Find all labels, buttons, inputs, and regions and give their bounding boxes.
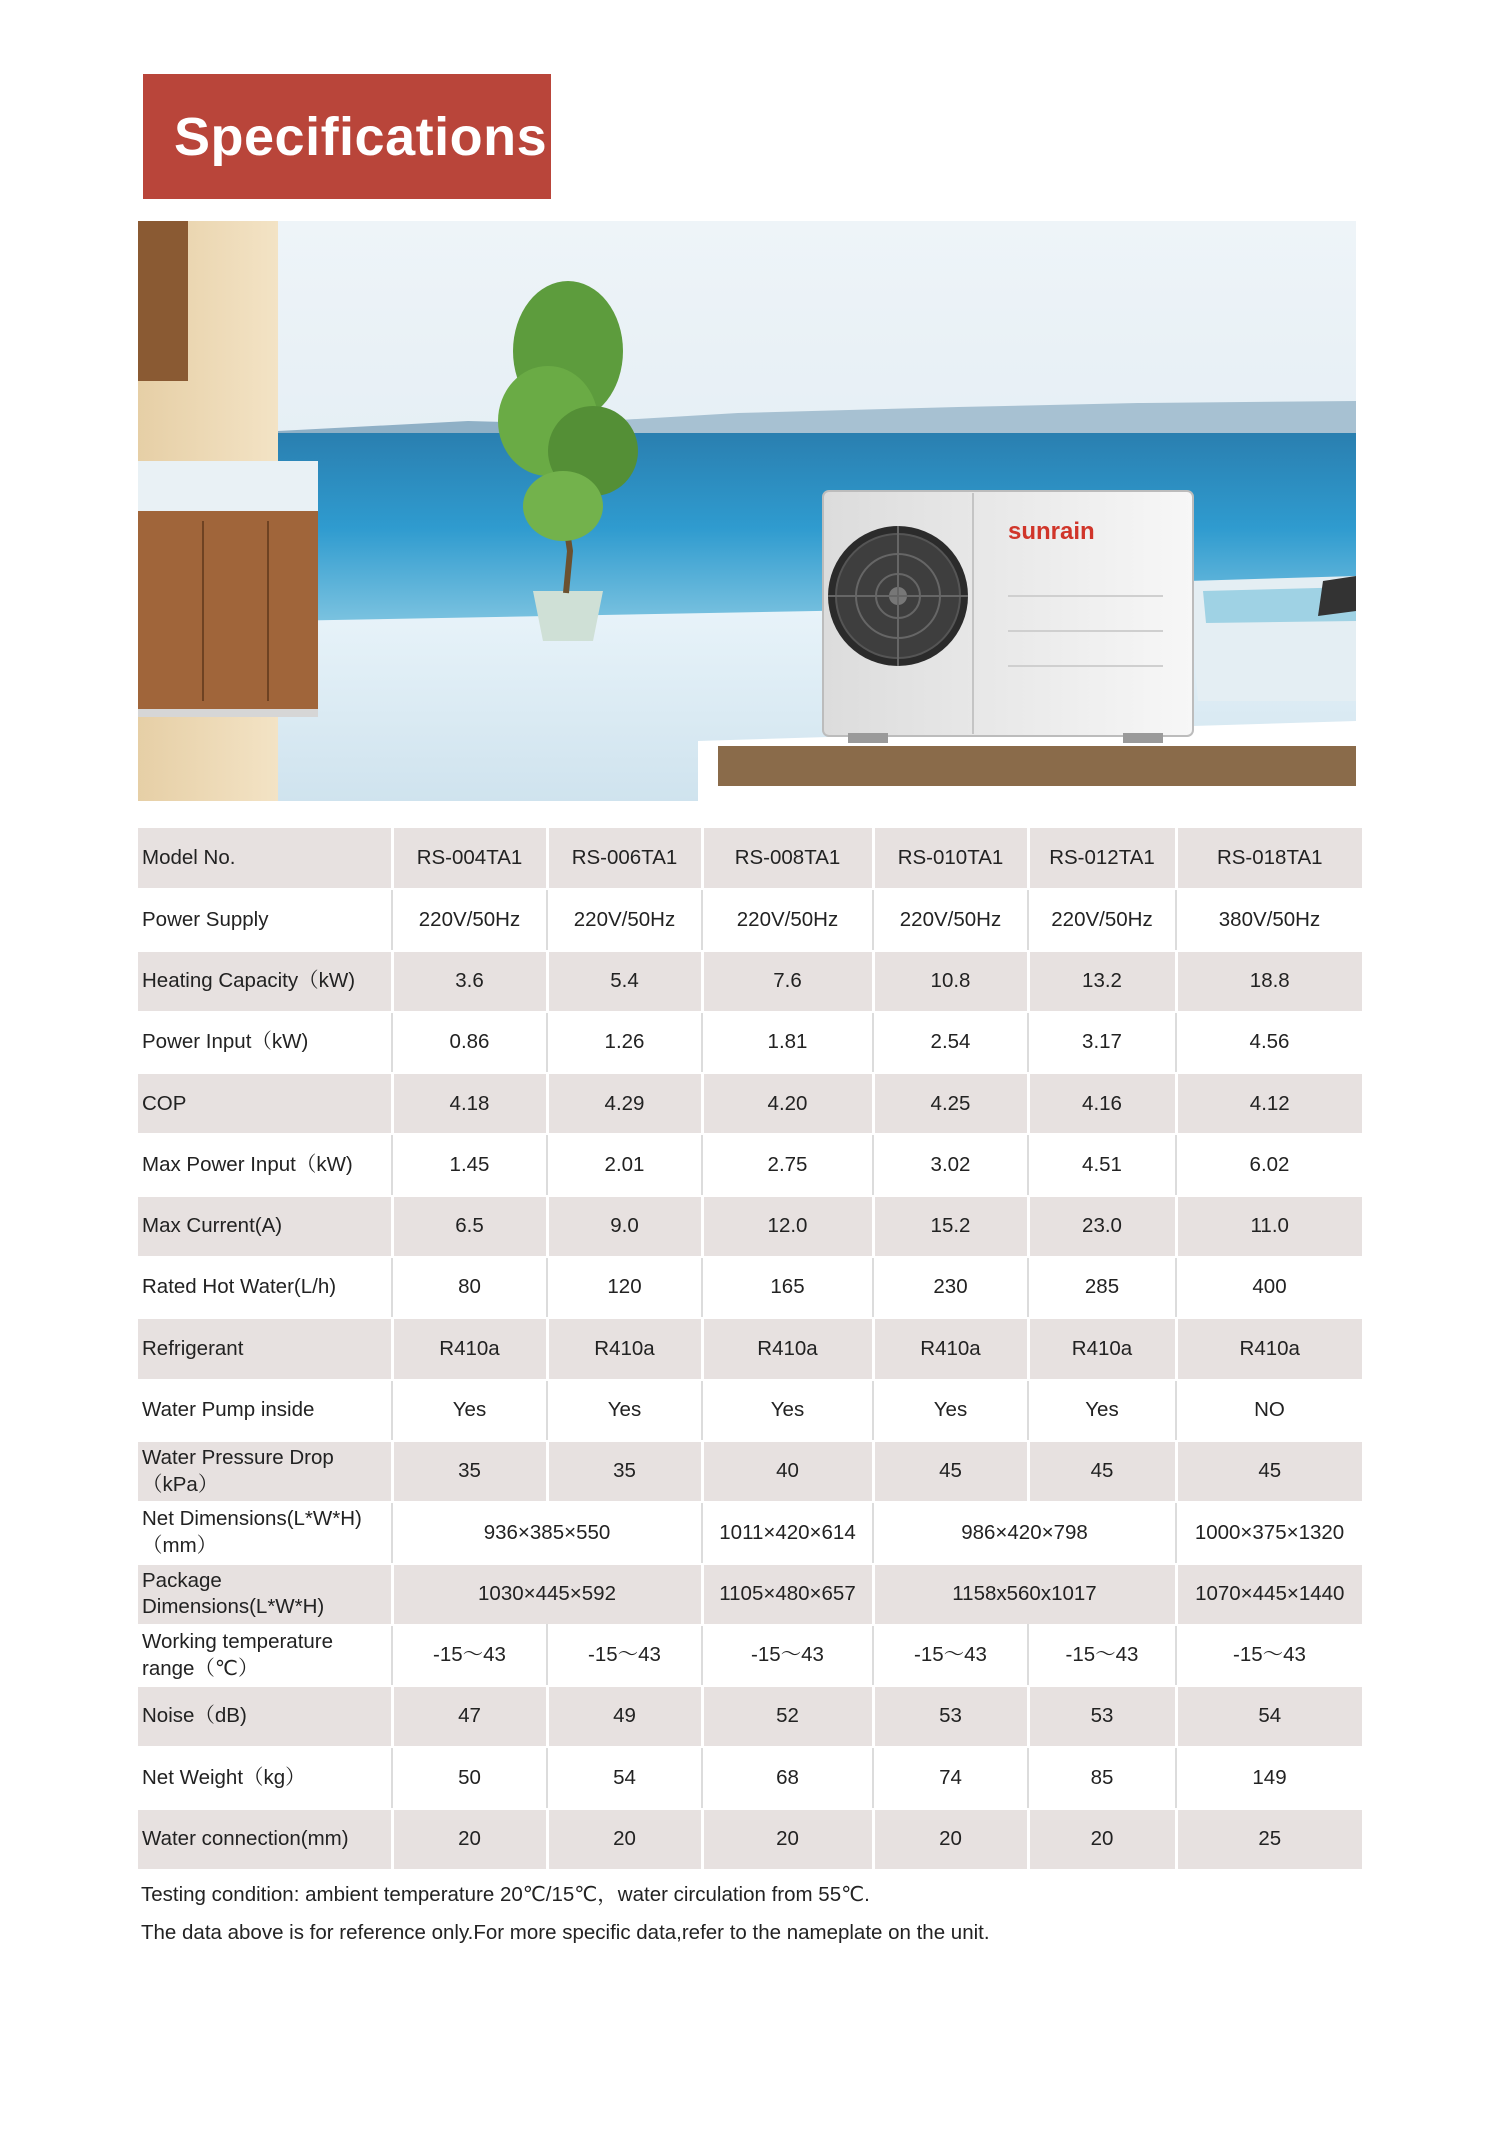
table-cell: 53 xyxy=(873,1686,1028,1747)
row-label: Net Dimensions(L*W*H)（mm） xyxy=(138,1502,392,1563)
table-cell: 6.02 xyxy=(1176,1134,1362,1195)
product-photo xyxy=(138,221,1356,801)
row-label: Power Input（kW) xyxy=(138,1012,392,1073)
table-cell: 9.0 xyxy=(547,1196,702,1257)
table-cell: 49 xyxy=(547,1686,702,1747)
table-cell: 11.0 xyxy=(1176,1196,1362,1257)
table-cell: 23.0 xyxy=(1028,1196,1176,1257)
row-label: COP xyxy=(138,1073,392,1134)
row-label: Max Power Input（kW) xyxy=(138,1134,392,1195)
table-cell: 54 xyxy=(547,1747,702,1808)
table-row xyxy=(138,889,1362,950)
table-cell: 165 xyxy=(702,1257,873,1318)
table-cell: 85 xyxy=(1028,1747,1176,1808)
row-label: Max Current(A) xyxy=(138,1196,392,1257)
table-cell: 3.17 xyxy=(1028,1012,1176,1073)
row-label: Refrigerant xyxy=(138,1318,392,1379)
table-cell: 20 xyxy=(873,1809,1028,1870)
table-cell: 220V/50Hz xyxy=(392,889,547,950)
table-cell: Yes xyxy=(547,1380,702,1441)
table-cell: 4.20 xyxy=(702,1073,873,1134)
table-cell: 45 xyxy=(1176,1441,1362,1502)
table-cell: 1158x560x1017 xyxy=(873,1564,1176,1625)
table-cell: 149 xyxy=(1176,1747,1362,1808)
banner-title: Specifications xyxy=(174,106,548,167)
table-cell: 74 xyxy=(873,1747,1028,1808)
table-cell: 220V/50Hz xyxy=(873,889,1028,950)
table-row xyxy=(138,1809,1362,1870)
table-cell: -15～43 xyxy=(702,1625,873,1686)
row-label: Water Pressure Drop（kPa） xyxy=(138,1441,392,1502)
table-cell: 285 xyxy=(1028,1257,1176,1318)
row-label: Package Dimensions(L*W*H) xyxy=(138,1564,392,1625)
table-cell: R410a xyxy=(1028,1318,1176,1379)
table-cell: 2.75 xyxy=(702,1134,873,1195)
table-cell: 986×420×798 xyxy=(873,1502,1176,1563)
table-cell: -15～43 xyxy=(547,1625,702,1686)
table-cell: 1105×480×657 xyxy=(702,1564,873,1625)
table-cell: 3.02 xyxy=(873,1134,1028,1195)
table-cell: RS-004TA1 xyxy=(392,828,547,889)
table-cell: NO xyxy=(1176,1380,1362,1441)
table-cell: 1000×375×1320 xyxy=(1176,1502,1362,1563)
table-row xyxy=(138,951,1362,1012)
table-row xyxy=(138,1625,1362,1686)
table-row xyxy=(138,1257,1362,1318)
table-cell: -15～43 xyxy=(1028,1625,1176,1686)
reference-note: The data above is for reference only.For more specific data,refer to the nameplate on the unit. xyxy=(141,1921,990,1944)
table-cell: 1070×445×1440 xyxy=(1176,1564,1362,1625)
table-row xyxy=(138,828,1362,889)
table-cell: Yes xyxy=(392,1380,547,1441)
row-label: Rated Hot Water(L/h) xyxy=(138,1257,392,1318)
table-cell: 5.4 xyxy=(547,951,702,1012)
table-row xyxy=(138,1380,1362,1441)
table-cell: Yes xyxy=(873,1380,1028,1441)
table-cell: 10.8 xyxy=(873,951,1028,1012)
table-cell: 20 xyxy=(702,1809,873,1870)
table-cell: 6.5 xyxy=(392,1196,547,1257)
table-cell: 1030×445×592 xyxy=(392,1564,702,1625)
table-cell: Yes xyxy=(702,1380,873,1441)
table-cell: RS-010TA1 xyxy=(873,828,1028,889)
table-cell: 52 xyxy=(702,1686,873,1747)
row-label: Net Weight（kg） xyxy=(138,1747,392,1808)
table-cell: 120 xyxy=(547,1257,702,1318)
table-row xyxy=(138,1564,1362,1625)
table-cell: 400 xyxy=(1176,1257,1362,1318)
table-cell: 220V/50Hz xyxy=(702,889,873,950)
row-label: Model No. xyxy=(138,828,392,889)
table-cell: Yes xyxy=(1028,1380,1176,1441)
table-cell: 7.6 xyxy=(702,951,873,1012)
table-cell: R410a xyxy=(1176,1318,1362,1379)
table-cell: 4.51 xyxy=(1028,1134,1176,1195)
row-label: Heating Capacity（kW) xyxy=(138,951,392,1012)
sunrain-logo: sunrain xyxy=(1008,518,1095,545)
row-label: Power Supply xyxy=(138,889,392,950)
table-row xyxy=(138,1318,1362,1379)
table-cell: 35 xyxy=(547,1441,702,1502)
table-cell: RS-008TA1 xyxy=(702,828,873,889)
table-cell: 20 xyxy=(547,1809,702,1870)
table-cell: 1.26 xyxy=(547,1012,702,1073)
table-cell: 1011×420×614 xyxy=(702,1502,873,1563)
specifications-banner xyxy=(143,74,551,199)
table-cell: 4.12 xyxy=(1176,1073,1362,1134)
table-cell: 3.6 xyxy=(392,951,547,1012)
table-row xyxy=(138,1686,1362,1747)
table-cell: R410a xyxy=(547,1318,702,1379)
table-cell: 380V/50Hz xyxy=(1176,889,1362,950)
table-cell: -15～43 xyxy=(873,1625,1028,1686)
table-cell: 35 xyxy=(392,1441,547,1502)
table-cell: R410a xyxy=(873,1318,1028,1379)
table-row xyxy=(138,1012,1362,1073)
table-row xyxy=(138,1747,1362,1808)
table-cell: 47 xyxy=(392,1686,547,1747)
table-cell: R410a xyxy=(702,1318,873,1379)
table-cell: 54 xyxy=(1176,1686,1362,1747)
table-row xyxy=(138,1196,1362,1257)
table-cell: -15～43 xyxy=(1176,1625,1362,1686)
table-cell: 20 xyxy=(392,1809,547,1870)
table-cell: 45 xyxy=(873,1441,1028,1502)
table-cell: 12.0 xyxy=(702,1196,873,1257)
table-cell: 1.81 xyxy=(702,1012,873,1073)
table-cell: 13.2 xyxy=(1028,951,1176,1012)
table-cell: 4.16 xyxy=(1028,1073,1176,1134)
testing-condition-note: Testing condition: ambient temperature 20℃/15℃，water circulation from 55℃. xyxy=(141,1883,870,1906)
table-cell: 2.01 xyxy=(547,1134,702,1195)
row-label: Water connection(mm) xyxy=(138,1809,392,1870)
table-cell: RS-006TA1 xyxy=(547,828,702,889)
table-cell: 80 xyxy=(392,1257,547,1318)
table-cell: 936×385×550 xyxy=(392,1502,702,1563)
table-row xyxy=(138,1502,1362,1563)
table-cell: 2.54 xyxy=(873,1012,1028,1073)
table-cell: 1.45 xyxy=(392,1134,547,1195)
table-cell: 45 xyxy=(1028,1441,1176,1502)
table-cell: 20 xyxy=(1028,1809,1176,1870)
table-cell: RS-018TA1 xyxy=(1176,828,1362,889)
table-cell: 4.25 xyxy=(873,1073,1028,1134)
table-cell: 4.29 xyxy=(547,1073,702,1134)
table-cell: 230 xyxy=(873,1257,1028,1318)
notes xyxy=(141,1882,990,1958)
row-label: Working temperature range（℃） xyxy=(138,1625,392,1686)
table-row xyxy=(138,1073,1362,1134)
table-cell: 0.86 xyxy=(392,1012,547,1073)
specifications-table xyxy=(138,828,1362,1871)
table-cell: 50 xyxy=(392,1747,547,1808)
row-label: Noise（dB) xyxy=(138,1686,392,1747)
table-cell: 4.56 xyxy=(1176,1012,1362,1073)
table-cell: 68 xyxy=(702,1747,873,1808)
row-label: Water Pump inside xyxy=(138,1380,392,1441)
table-row xyxy=(138,1134,1362,1195)
table-row xyxy=(138,1441,1362,1502)
table-cell: 220V/50Hz xyxy=(547,889,702,950)
table-cell: 18.8 xyxy=(1176,951,1362,1012)
table-cell: RS-012TA1 xyxy=(1028,828,1176,889)
table-cell: 53 xyxy=(1028,1686,1176,1747)
table-cell: 40 xyxy=(702,1441,873,1502)
table-cell: -15～43 xyxy=(392,1625,547,1686)
table-cell: 220V/50Hz xyxy=(1028,889,1176,950)
table-cell: 15.2 xyxy=(873,1196,1028,1257)
table-cell: 25 xyxy=(1176,1809,1362,1870)
table-cell: 4.18 xyxy=(392,1073,547,1134)
table-cell: R410a xyxy=(392,1318,547,1379)
